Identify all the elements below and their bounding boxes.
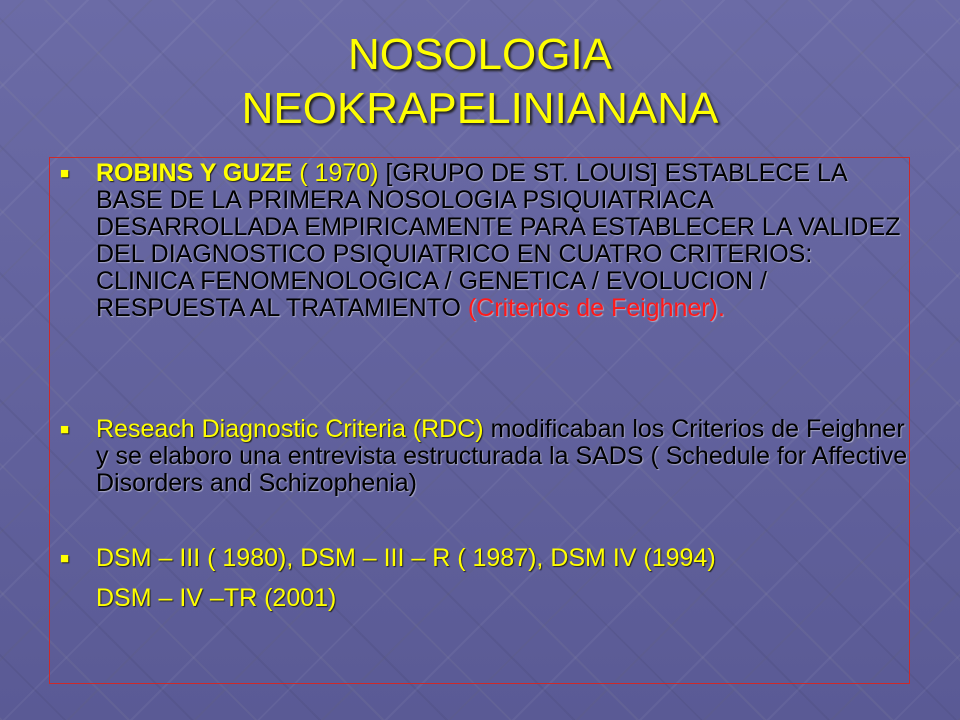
bullet-reference: (Criterios de Feighner). <box>467 294 725 322</box>
bullet-text: DSM – III ( 1980), DSM – III – R ( 1987), DSM IV (1994) <box>96 544 716 572</box>
square-bullet-icon: ■ <box>60 421 70 438</box>
bullet-body: modificaban los Criterios de Feighner y se elaboro una entrevista estructurada la SADS ( Schedule for Affective Disorders and Schizophenia) <box>96 415 908 497</box>
bullet-body: [GRUPO DE ST. LOUIS] ESTABLECE LA BASE DE LA PRIMERA NOSOLOGIA PSIQUIATRIACA DESARROLLADA EMPIRICAMENTE PARA ESTABLECER LA VALIDEZ DEL DIAGNOSTICO PSIQUIATRICO EN CUATRO CRITERIOS: CLINICA FENOMENOLOGICA / GENETICA / EVOLUCION / RESPUESTA AL TRATAMIENTO <box>96 159 901 322</box>
bullet-text <box>96 160 916 322</box>
bullet-text <box>96 416 916 497</box>
bullet-date: ( 1970) <box>292 159 386 187</box>
title-line-2: NEOKRAPELINIANANA <box>241 84 719 133</box>
square-bullet-icon: ■ <box>60 165 70 182</box>
bullet-lead: Reseach Diagnostic Criteria (RDC) <box>96 415 484 443</box>
title-line-1: NOSOLOGIA <box>347 30 613 79</box>
square-bullet-icon: ■ <box>60 550 70 567</box>
slide-title <box>0 28 960 136</box>
dsm-iv-tr-line: DSM – IV –TR (2001) <box>96 584 337 612</box>
bullet-lead: ROBINS Y GUZE <box>96 159 293 187</box>
